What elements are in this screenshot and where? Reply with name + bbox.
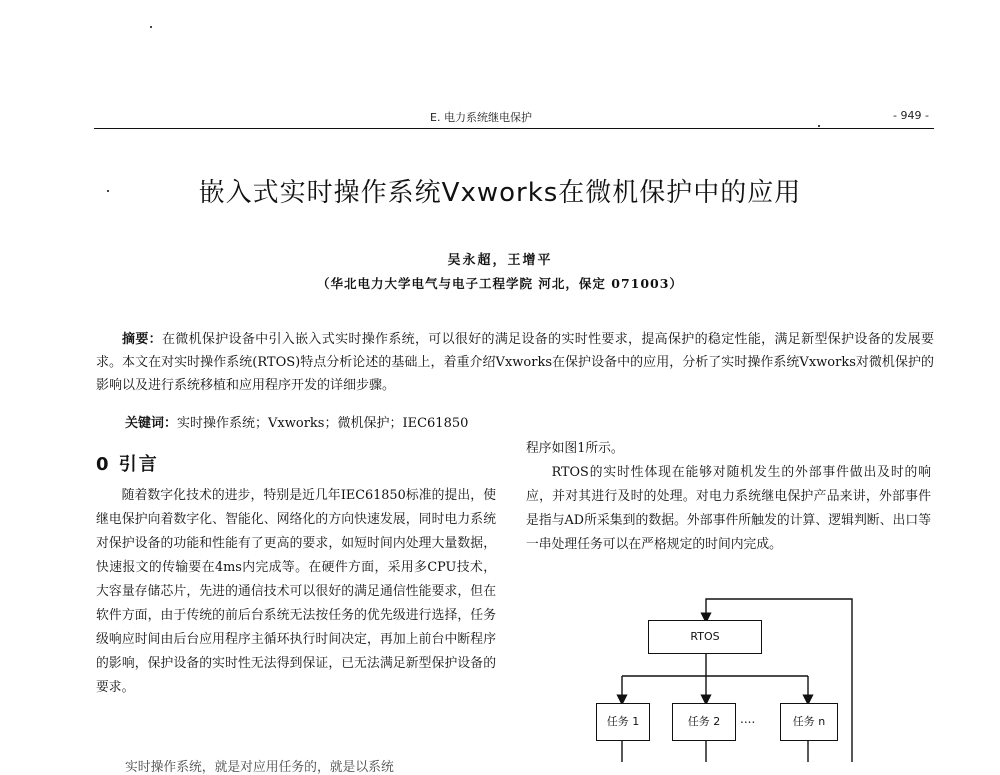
task-2-box: 任务 2 xyxy=(672,703,736,741)
paper-title: 嵌入式实时操作系统Vxworks在微机保护中的应用 xyxy=(198,178,802,208)
keywords-label: 关键词： xyxy=(125,416,178,431)
task-n-box: 任务 n xyxy=(780,703,838,741)
paper-authors: 吴永超，王增平 xyxy=(447,253,553,268)
abstract-text: 在微机保护设备中引入嵌入式实时操作系统，可以很好的满足设备的实时性要求，提高保护的稳定性能，满足新型保护设备的发展要求。本文在对实时操作系统(RTOS)特点分析论述的基础上，着重介绍Vxworks在保护设备中的应用，分析了实时操作系统Vxworks对微机保护的影响以及进行系统移植和应用程序开发的详细步骤。 xyxy=(96,332,934,393)
paper-affiliation: （华北电力大学电气与电子工程学院 河北，保定 071003） xyxy=(317,276,683,291)
task-ellipsis: .... xyxy=(740,712,756,726)
rtos-paragraph: RTOS的实时性体现在能够对随机发生的外部事件做出及时的响应，并对其进行及时的处理。对电力系统继电保护产品来讲，外部事件是指与AD所采集到的数据。外部事件所触发的计算、逻辑判断、出口等一串处理任务可以在严格规定的时间内完成。 xyxy=(526,465,931,552)
abstract-label: 摘要： xyxy=(122,332,162,347)
rtos-box: RTOS xyxy=(648,620,762,654)
running-header: E. 电力系统继电保护 xyxy=(430,111,532,124)
page-number: - 949 - xyxy=(893,109,929,122)
intro-paragraph: 随着数字化技术的进步，特别是近几年IEC61850标准的提出，使继电保护向着数字化、智能化、网络化的方向快速发展，同时电力系统对保护设备的功能和性能有了更高的要求，如短时间内处理大量数据，快速报文的传输要在4ms内完成等。在硬件方面，采用多CPU技术，大容量存储芯片，先进的通信技术可以很好的满足通信性能要求，但在软件方面，由于传统的前后台系统无法按任务的优先级进行选择，任务级响应时间由后台应用程序主循环执行时间决定，再加上前台中断程序的影响，保护设备的实时性无法得到保证，已无法满足新型保护设备的要求。 xyxy=(96,488,496,695)
keywords-text: 实时操作系统；Vxworks；微机保护；IEC61850 xyxy=(177,416,469,431)
figure-reference: 程序如图1所示。 xyxy=(526,441,624,456)
cut-off-line: 实时操作系统，就是对应用任务的，就是以系统 xyxy=(125,760,394,775)
task-1-box: 任务 1 xyxy=(596,703,650,741)
section-heading: 0 引言 xyxy=(96,454,159,475)
